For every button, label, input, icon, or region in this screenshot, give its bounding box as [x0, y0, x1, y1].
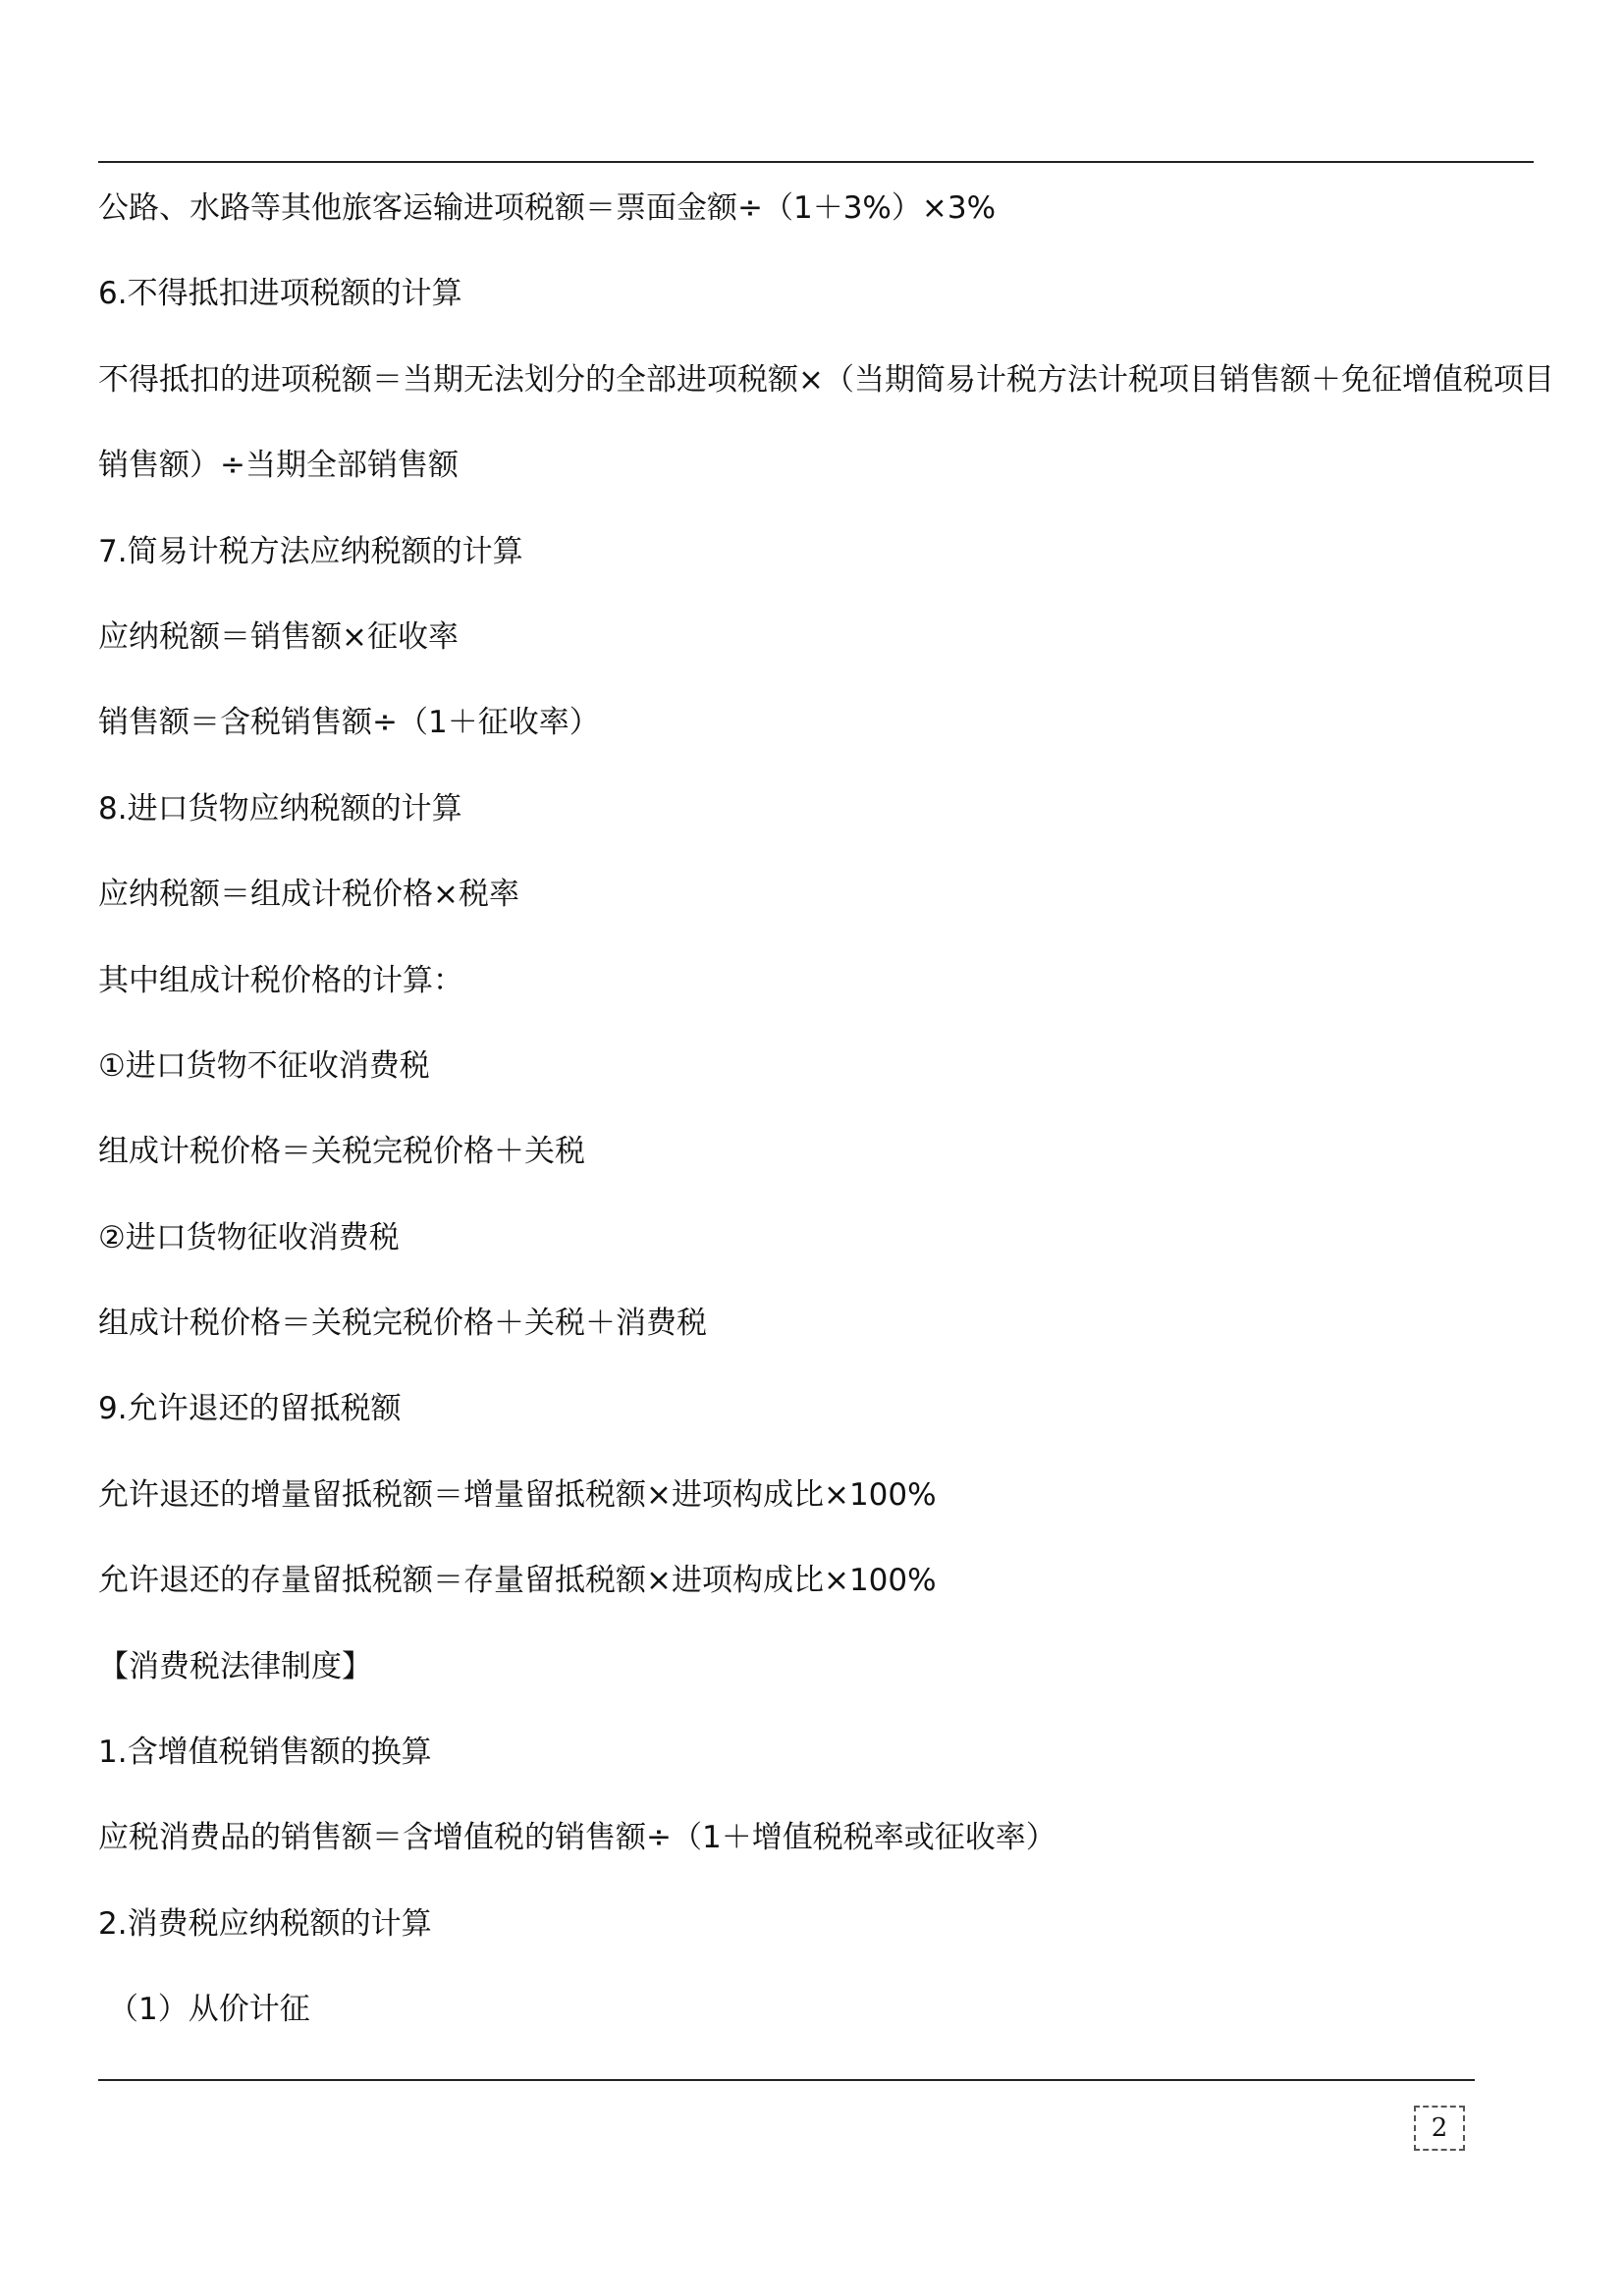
section-heading: 9.允许退还的留抵税额 [98, 1391, 402, 1427]
section-heading: 6.不得抵扣进项税额的计算 [98, 276, 462, 312]
text-line: 不得抵扣的进项税额＝当期无法划分的全部进项税额×（当期简易计税方法计税项目销售额＋免征增值税项目 [98, 361, 1554, 398]
text-line: 组成计税价格＝关税完税价格＋关税＋消费税 [98, 1306, 707, 1342]
text-line: 其中组成计税价格的计算： [98, 962, 463, 998]
text-line: 应纳税额＝组成计税价格×税率 [98, 877, 519, 913]
text-line: 应税消费品的销售额＝含增值税的销售额÷（1＋增值税税率或征收率） [98, 1820, 1056, 1856]
section-heading: 7.简易计税方法应纳税额的计算 [98, 533, 523, 569]
text-line: 应纳税额＝销售额×征收率 [98, 618, 459, 655]
footer-divider [98, 2079, 1475, 2081]
section-heading: 1.含增值税销售额的换算 [98, 1735, 432, 1771]
text-line: ①进口货物不征收消费税 [98, 1047, 430, 1084]
text-line: 公路、水路等其他旅客运输进项税额＝票面金额÷（1＋3%）×3% [98, 190, 997, 226]
text-line: 组成计税价格＝关税完税价格＋关税 [98, 1134, 585, 1170]
chapter-heading: 【消费税法律制度】 [98, 1648, 372, 1684]
document-body [98, 181, 1554, 2068]
text-line: 允许退还的增量留抵税额＝增量留抵税额×进项构成比×100% [98, 1476, 937, 1513]
text-line: 销售额＝含税销售额÷（1＋征收率） [98, 705, 600, 741]
section-heading: 2.消费税应纳税额的计算 [98, 1905, 432, 1942]
section-heading: 8.进口货物应纳税额的计算 [98, 790, 462, 827]
page-number: 2 [1414, 2106, 1465, 2151]
subsection-heading: （1）从价计征 [108, 1992, 310, 2028]
header-divider [98, 161, 1534, 163]
text-line: 销售额）÷当期全部销售额 [98, 448, 459, 484]
text-line: 允许退还的存量留抵税额＝存量留抵税额×进项构成比×100% [98, 1563, 937, 1599]
text-line: ②进口货物征收消费税 [98, 1219, 400, 1255]
